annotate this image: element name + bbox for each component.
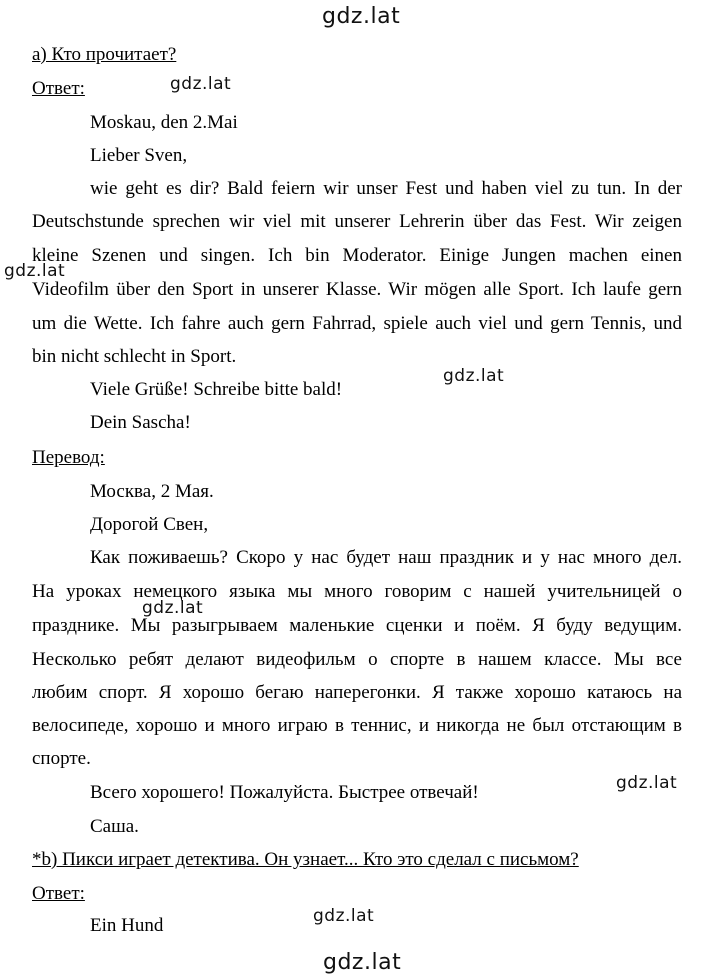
letter-date: Moskau, den 2.Mai [90, 112, 238, 133]
watermark: gdz.lat [313, 906, 375, 926]
translation-body-line: На уроках немецкого языка мы много говорим с нашей учительницей о [32, 581, 682, 602]
answer-b: Ein Hund [90, 915, 164, 936]
translation-signature: Саша. [90, 816, 139, 837]
letter-body-line: wie geht es dir? Bald feiern wir unser Fest und haben viel zu tun. In der [90, 178, 682, 199]
translation-body-line: любим спорт. Я хорошо бегаю наперегонки. Я также хорошо катаюсь на [32, 682, 682, 703]
letter-signature: Dein Sascha! [90, 412, 191, 433]
answer-label: Ответ: [32, 78, 85, 99]
watermark: gdz.lat [443, 366, 505, 386]
letter-body-line: bin nicht schlecht in Sport. [32, 346, 237, 367]
watermark: gdz.lat [4, 261, 66, 281]
question-b: *b) Пикси играет детектива. Он узнает... Кто это сделал с письмом? [32, 849, 579, 870]
translation-closing: Всего хорошего! Пожалуйста. Быстрее отвечай! [90, 782, 479, 803]
translation-body-line: спорте. [32, 748, 91, 769]
translation-body-line: празднике. Мы разыгрываем маленькие сценки и поём. Я буду ведущим. [32, 615, 682, 636]
translation-greeting: Дорогой Свен, [90, 514, 209, 535]
question-a: а) Кто прочитает? [32, 44, 177, 65]
translation-body-line: велосипеде, хорошо и много играю в теннис, и никогда не был отстающим в [32, 715, 682, 736]
translation-body-line: Несколько ребят делают видеофильм о спорте в нашем классе. Мы все [32, 649, 682, 670]
translation-body-line: Как поживаешь? Скоро у нас будет наш праздник и у нас много дел. [90, 547, 682, 568]
watermark: gdz.lat [323, 950, 402, 975]
answer-label-b: Ответ: [32, 883, 85, 904]
translation-label: Перевод: [32, 447, 105, 468]
letter-body-line: Videofilm über den Sport in unserer Klasse. Wir mögen alle Sport. Ich laufe gern [32, 279, 682, 300]
watermark: gdz.lat [322, 4, 401, 29]
letter-body-line: kleine Szenen und singen. Ich bin Moderator. Einige Jungen machen einen [32, 245, 682, 266]
letter-body-line: um die Wette. Ich fahre auch gern Fahrrad, spiele auch viel und gern Tennis, und [32, 313, 682, 334]
letter-greeting: Lieber Sven, [90, 145, 188, 166]
watermark: gdz.lat [170, 74, 232, 94]
translation-date: Москва, 2 Мая. [90, 481, 214, 502]
watermark: gdz.lat [616, 773, 678, 793]
watermark: gdz.lat [142, 598, 204, 618]
letter-body-line: Deutschstunde sprechen wir viel mit unserer Lehrerin über das Fest. Wir zeigen [32, 211, 682, 232]
letter-closing: Viele Grüße! Schreibe bitte bald! [90, 379, 343, 400]
